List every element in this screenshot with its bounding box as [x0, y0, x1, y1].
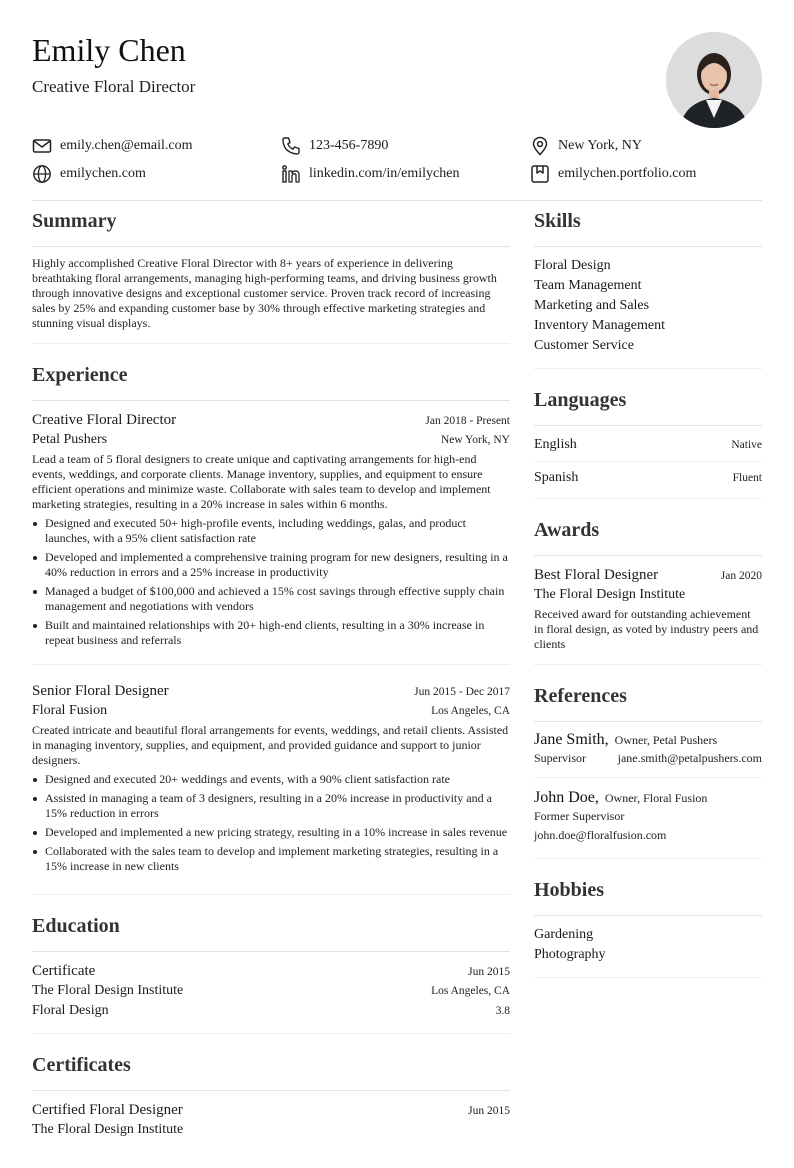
education-date: Jun 2015 [468, 966, 510, 978]
reference-name: Jane Smith, [534, 731, 609, 748]
section-heading: Summary [32, 206, 510, 247]
certificates-section [32, 1050, 510, 1152]
section-heading: Certificates [32, 1050, 510, 1091]
education-degree: Certificate [32, 963, 96, 979]
education-gpa: 3.8 [495, 1005, 510, 1017]
contact-phone[interactable] [281, 134, 388, 158]
languages-section [534, 385, 762, 499]
hobby-item: Photography [534, 947, 606, 962]
job-location: Los Angeles, CA [431, 705, 510, 717]
reference-entry [534, 777, 762, 854]
portfolio-text: emilychen.portfolio.com [558, 166, 697, 181]
job-role: Senior Floral Designer [32, 683, 169, 699]
skill-item: Inventory Management [534, 318, 666, 333]
portfolio-icon [530, 164, 550, 184]
job-bullets [32, 516, 510, 648]
education-location: Los Angeles, CA [431, 985, 510, 997]
resume-header [32, 0, 762, 130]
job-description: Created intricate and beautiful floral arrangements for events, weddings, and retail clients. Assisted in managing inventory, supplies, and equipment, and provided guidance and support to junior designers. [32, 723, 509, 767]
candidate-title: Creative Floral Director [32, 77, 196, 96]
website-text: emilychen.com [60, 166, 146, 181]
job-company: Floral Fusion [32, 703, 108, 718]
location-pin-icon [530, 136, 550, 156]
section-heading: Languages [534, 385, 762, 426]
job-company: Petal Pushers [32, 432, 108, 447]
email-text: emily.chen@email.com [60, 138, 193, 153]
reference-position: Owner, Floral Fusion [604, 791, 708, 805]
contact-website[interactable] [32, 162, 146, 186]
language-level: Native [731, 439, 762, 451]
education-field: Floral Design [32, 1003, 109, 1018]
contact-email[interactable] [32, 134, 193, 158]
award-name: Best Floral Designer [534, 567, 659, 583]
language-row [534, 432, 762, 461]
list-item: Designed and executed 50+ high-profile events, including weddings, galas, and product launches, with a 95% client satisfaction rate [32, 516, 510, 546]
job-entry [32, 671, 510, 890]
location-text: New York, NY [558, 138, 643, 153]
summary-section [32, 206, 510, 344]
list-item: Assisted in managing a team of 3 designers, resulting in a 20% increase in productivity and a 15% reduction in errors [32, 791, 510, 821]
reference-email[interactable]: jane.smith@petalpushers.com [617, 751, 762, 765]
education-section [32, 911, 510, 1034]
contact-portfolio[interactable] [530, 162, 696, 186]
skills-section [534, 206, 762, 369]
reference-name: John Doe, [534, 789, 599, 806]
skill-item: Marketing and Sales [534, 298, 650, 313]
list-item: Developed and implemented a new pricing strategy, resulting in a 10% increase in sales revenue [32, 825, 510, 840]
experience-section [32, 360, 510, 895]
section-heading: Awards [534, 515, 762, 556]
reference-entry [534, 728, 762, 777]
reference-email[interactable]: john.doe@floralfusion.com [534, 828, 667, 842]
phone-text: 123-456-7890 [309, 138, 389, 153]
job-location: New York, NY [440, 434, 510, 446]
awards-section [534, 515, 762, 665]
job-role: Creative Floral Director [32, 412, 177, 428]
candidate-name: Emily Chen [32, 32, 186, 68]
right-column [534, 206, 762, 994]
section-heading: References [534, 681, 762, 722]
linkedin-icon [281, 164, 301, 184]
list-item: Managed a budget of $100,000 and achieved a 15% cost savings through effective supply chain management and negotiations with vendors [32, 584, 510, 614]
list-item: Developed and implemented a comprehensive training program for new designers, resulting in a 40% reduction in errors and a 25% increase in productivity [32, 550, 510, 580]
job-dates: Jun 2015 - Dec 2017 [414, 686, 510, 698]
reference-position: Owner, Petal Pushers [614, 733, 718, 747]
certificate-name: Certified Floral Designer [32, 1102, 183, 1118]
education-school: The Floral Design Institute [32, 983, 184, 998]
list-item: Built and maintained relationships with 20+ high-end clients, resulting in a 30% increase in repeat business and referrals [32, 618, 510, 648]
summary-text: Highly accomplished Creative Floral Director with 8+ years of experience in delivering breathtaking floral arrangements, managing high-performing teams, and driving business growth through innovative designs and exceptional customer service. Proven track record of increasing sales by 25% and expanding customer base by 30% through effective marketing strategies and stunning visual displays. [32, 256, 497, 330]
contact-location [530, 134, 642, 158]
language-row [534, 461, 762, 494]
language-name: English [534, 437, 577, 452]
section-heading: Education [32, 911, 510, 952]
reference-relation: Former Supervisor [534, 809, 625, 823]
job-bullets [32, 772, 510, 874]
skill-item: Team Management [534, 278, 642, 293]
globe-icon [32, 164, 52, 184]
job-description: Lead a team of 5 floral designers to create unique and captivating arrangements for high-end events, weddings, and corporate clients. Manage inventory, supplies, and equipment to ensure efficient operations and minimize waste. Collaborate with sales team to develop and implement marketing strategies, resulting in a 20% increase in sales within 6 months. [32, 452, 491, 511]
list-item: Designed and executed 20+ weddings and events, with a 90% client satisfaction rate [32, 772, 510, 787]
certificate-date: Jun 2015 [468, 1105, 510, 1117]
header-divider [32, 200, 762, 201]
reference-relation: Supervisor [534, 751, 586, 765]
mail-icon [32, 136, 52, 156]
contact-info [32, 134, 762, 190]
skill-item: Floral Design [534, 258, 611, 273]
section-heading: Experience [32, 360, 510, 401]
certificate-issuer: The Floral Design Institute [32, 1122, 184, 1137]
resume-page [32, 0, 762, 1137]
phone-icon [281, 136, 301, 156]
profile-photo [666, 32, 762, 128]
hobbies-section [534, 875, 762, 978]
hobby-item: Gardening [534, 927, 594, 942]
language-level: Fluent [732, 472, 762, 484]
job-dates: Jan 2018 - Present [425, 415, 510, 427]
linkedin-text: linkedin.com/in/emilychen [309, 166, 460, 181]
award-issuer: The Floral Design Institute [534, 587, 686, 602]
references-section [534, 681, 762, 859]
section-heading: Hobbies [534, 875, 762, 916]
left-column [32, 206, 510, 1168]
skill-item: Customer Service [534, 338, 634, 353]
language-name: Spanish [534, 470, 579, 485]
list-item: Collaborated with the sales team to develop and implement marketing strategies, resulting in a 15% increase in new clients [32, 844, 510, 874]
contact-linkedin[interactable] [281, 162, 459, 186]
job-entry [32, 410, 510, 665]
award-description: Received award for outstanding achievement in floral design, as voted by industry peers and clients [534, 607, 759, 651]
section-heading: Skills [534, 206, 762, 247]
award-date: Jan 2020 [720, 570, 762, 582]
